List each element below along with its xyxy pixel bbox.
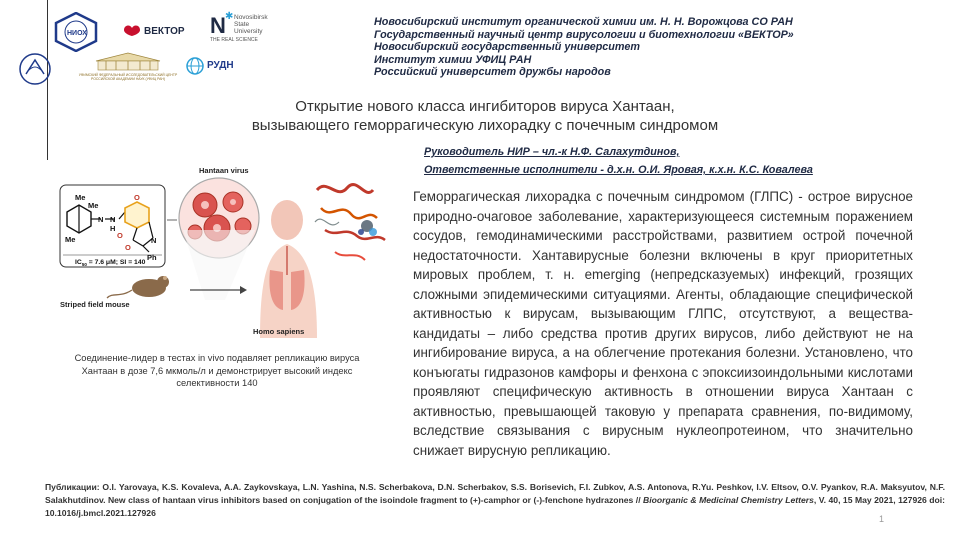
nioch-logo xyxy=(54,12,98,52)
vektor-logo-text: ВЕКТОР xyxy=(144,26,185,37)
molecule-o-3: O xyxy=(125,243,131,252)
emblem-logo xyxy=(18,52,52,86)
ufic-logo xyxy=(78,52,178,86)
building-icon xyxy=(92,52,164,72)
nsu-slogan: THE REAL SCIENCE xyxy=(210,37,258,43)
figure-caption: Соединение-лидер в тестах in vivo подавляет репликацию вируса Хантаан в дозе 7,6 мкмоль/л и демонстрирует высокий индекс селективности 140 xyxy=(74,353,360,388)
project-head: Руководитель НИР – чл.-к Н.Ф. Салахутдинов, xyxy=(424,146,680,158)
molecule-n-2: N xyxy=(110,215,116,224)
nioch-logo-text: НИОХ xyxy=(67,30,87,37)
nsu-line-1: Novosibirsk xyxy=(234,14,268,21)
institution-2: Государственный научный центр вирусологии и биотехнологии «ВЕКТОР» xyxy=(374,28,794,41)
molecule-me-2: Me xyxy=(88,201,99,210)
ic50-label: $IC_{50} = 7.6$ μM; SI = 140 xyxy=(75,259,146,267)
virus-label: Hantaan virus xyxy=(199,166,249,175)
page-number: 1 xyxy=(879,514,885,524)
institution-4: Институт химии УФИЦ РАН xyxy=(374,53,532,66)
authors-block xyxy=(424,143,813,179)
protein-structure-illustration xyxy=(315,185,385,260)
nsu-logo-letter: N xyxy=(210,13,226,38)
nsu-logo xyxy=(210,13,286,45)
ufic-caption: УФИМСКИЙ ФЕДЕРАЛЬНЫЙ ИССЛЕДОВАТЕЛЬСКИЙ ЦЕНТР РОССИЙСКОЙ АКАДЕМИИ НАУК (УФИЦ РАН) xyxy=(78,73,178,81)
molecule-me-3: Me xyxy=(65,235,76,244)
arrow-head-icon xyxy=(240,286,247,294)
rudn-logo xyxy=(185,55,239,77)
main-description: Геморрагическая лихорадка с почечным синдромом (ГЛПС) - острое вирусное природно-очаговое заболевание, характеризующееся системным поражением сосудов, гемодинамическими расстройствами, развитием острой почечной недостаточности. Хантавирусные болезни включены в круг приоритетных мировых проблем, т. н. emerging (непредсказуемых) инфекций, грозящих сложными эпидемическими ситуациями. Агенты, обладающие специфической активностью к вирусам, вызывающим ГЛПС, отсутствуют, а вещества-кандидаты – либо средства против других вирусов, либо действуют не на ингибирование вируса, а на облегчение протекания болезни. Установлено, что конъюгаты гидразонов камфоры и фенхона с эпоксиизоиндольными кислотами проявляют специфическую активность в отношении вируса Хантаан с активностью, превышающей таковую у препарата сравнения, по-видимому, вследствие связывания с вирусным нуклеопротеином, что значительно снижает вирусную репликацию. xyxy=(413,189,913,458)
vektor-logo xyxy=(122,22,202,38)
molecule-structure xyxy=(60,185,165,267)
nsu-star-icon: ✱ xyxy=(225,11,234,22)
institution-3: Новосибирский государственный университет xyxy=(374,41,640,54)
figure-illustration xyxy=(55,160,405,345)
title-line-2: вызывающего геморрагическую лихорадку с почечным синдромом xyxy=(251,117,719,134)
responsible-executors: Ответственные исполнители - д.х.н. О.И. Яровая, к.х.н. К.С. Ковалева xyxy=(424,164,813,176)
human-label: Homo sapiens xyxy=(253,327,305,336)
molecule-o-2: O xyxy=(134,193,140,202)
nsu-line-3: University xyxy=(234,28,263,35)
publications-tail: , V. 40, 15 May 2021, 127926 doi: 10.1016/j.bmcl.2021.127926 xyxy=(45,495,946,518)
molecule-ph: Ph xyxy=(147,253,157,262)
journal-name: Bioorganic & Medicinal Chemistry Letters xyxy=(643,495,814,505)
molecule-me-1: Me xyxy=(75,193,86,202)
mouse-illustration xyxy=(60,276,169,309)
title-line-1: Открытие нового класса ингибиторов вируса Хантаан, xyxy=(295,98,675,115)
publications-text: Публикации: O.I. Yarovaya, K.S. Kovaleva, A.A. Zaykovskaya, L.N. Yashina, N.S. Scherbakova, D.N. Scherbakov, S.S. Borisevich, F.I. Zubkov, A.S. Antonova, R.Yu. Peshkov, I.V. Eltsov, O.V. Pyankov, R.A. Maksyutov, N.F. Salakhutdinov. New class of hantaan virus inhibitors based on conjugation of the isoindole fragment to (+)-camphor or (-)-fenchone hydrazones // xyxy=(45,482,945,505)
molecule-n-3: N xyxy=(151,236,157,245)
mouse-label: Striped field mouse xyxy=(60,300,130,309)
institutions-list xyxy=(374,16,934,79)
molecule-h: H xyxy=(110,224,116,233)
nsu-line-2: State xyxy=(234,21,250,28)
molecule-n-1: N xyxy=(98,215,104,224)
human-illustration xyxy=(253,200,317,338)
rudn-logo-text: РУДН xyxy=(207,60,234,71)
publications xyxy=(45,481,945,520)
institution-5: Российский университет дружбы народов xyxy=(374,66,611,79)
molecule-o-1: O xyxy=(117,231,123,240)
institution-1: Новосибирский институт органической химии им. Н. Н. Ворожцова СО РАН xyxy=(374,16,793,28)
page-title xyxy=(180,97,790,135)
rudn-globe-icon xyxy=(185,55,205,77)
